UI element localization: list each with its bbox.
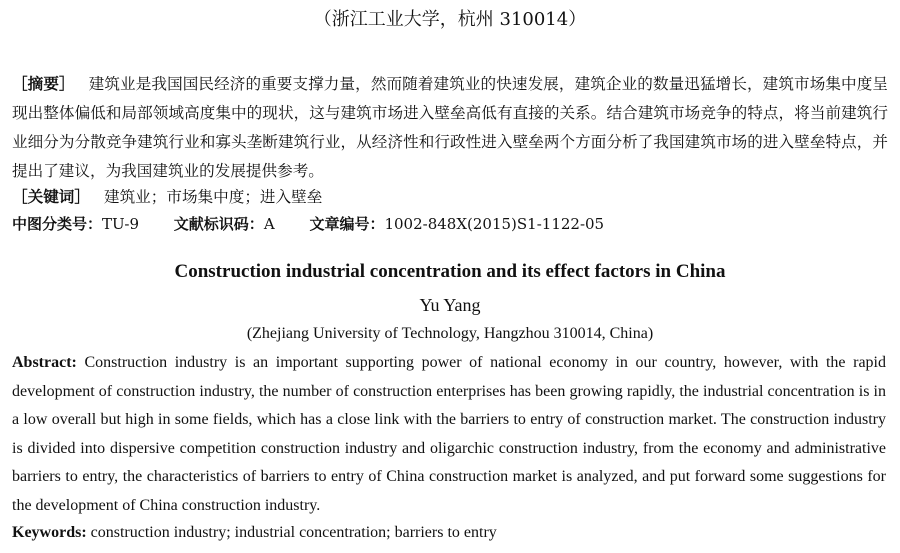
english-keywords xyxy=(12,520,888,546)
clc-label: 中图分类号： xyxy=(12,215,103,233)
clc-value: TU-9 xyxy=(102,215,140,233)
english-affiliation: (Zhejiang University of Technology, Hangzhou 310014, China) xyxy=(246,325,654,342)
document-code xyxy=(174,215,275,233)
document-code-label: 文献标识码： xyxy=(173,215,264,233)
chinese-keywords xyxy=(12,185,888,209)
chinese-abstract-label: ［摘要］ xyxy=(12,75,75,93)
chinese-abstract xyxy=(12,70,888,186)
chinese-keywords-text: 建筑业；市场集中度；进入壁垒 xyxy=(103,188,323,206)
article-number-label: 文章编号： xyxy=(309,215,385,233)
english-abstract-label: Abstract: xyxy=(12,354,77,371)
document-code-value: A xyxy=(263,215,275,233)
english-title: Construction industrial concentration and its effect factors in China xyxy=(174,261,726,282)
english-abstract-text: Construction industry is an important supporting power of national economy in our country, however, with the rapid development of construction industry, the number of construction enterprises has been growing rapidly, the industrial concentration is in a low overall but high in some fields, which has a close link with the barriers to entry of construction market. The construction industry is divided into dispersive competition construction industry and oligarchic construction industry, from the economy and administrative barriers to entry, the characteristics of barriers to entry of China construction market is analyzed, and put forward some suggestions for the development of China construction industry. xyxy=(12,354,886,514)
article-number-value: 1002-848X(2015)S1-1122-05 xyxy=(384,215,605,233)
english-abstract xyxy=(12,349,886,521)
chinese-affiliation: （浙江工业大学，杭州 310014） xyxy=(313,9,587,30)
chinese-abstract-text: 建筑业是我国国民经济的重要支撑力量，然而随着建筑业的快速发展，建筑企业的数量迅猛增长，建筑市场集中度呈现出整体偏低和局部领域高度集中的现状，这与建筑市场进入壁垒高低有直接的关系。结合建筑市场竞争的特点，将当前建筑行业细分为分散竞争建筑行业和寡头垄断建筑行业，从经济性和行政性进入壁垒两个方面分析了我国建筑市场的进入壁垒特点，并提出了建议，为我国建筑业的发展提供参考。 xyxy=(12,75,888,180)
english-keywords-text: construction industry; industrial concentration; barriers to entry xyxy=(86,524,497,541)
clc-number xyxy=(12,215,139,233)
chinese-keywords-label: ［关键词］ xyxy=(12,188,90,206)
english-keywords-label: Keywords: xyxy=(12,524,87,541)
english-author: Yu Yang xyxy=(419,295,481,315)
article-number xyxy=(309,215,604,233)
classification-row xyxy=(12,212,888,236)
